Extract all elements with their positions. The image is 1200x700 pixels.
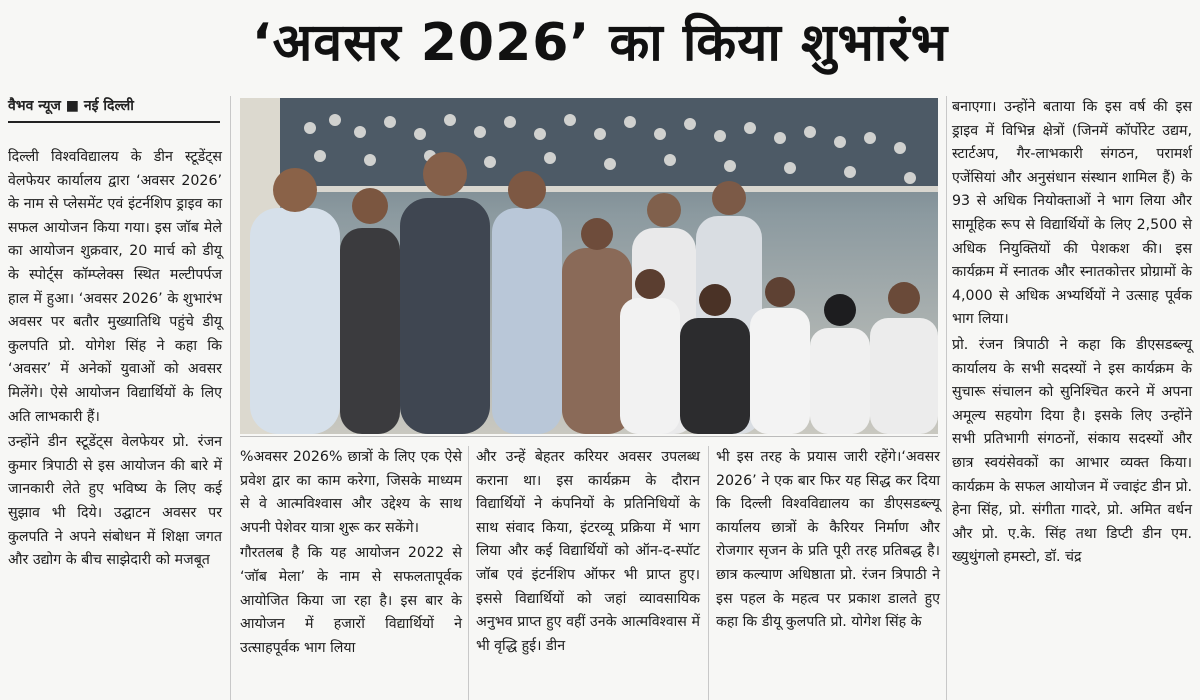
article-column-5 <box>952 96 1192 570</box>
paragraph: और उन्हें बेहतर करियर अवसर उपलब्ध कराना था। इस कार्यक्रम के दौरान विद्यार्थियों ने कंपनियों के प्रतिनिधियों के साथ संवाद किया, इंटरव्यू प्रक्रिया में भाग लिया और कई विद्यार्थियों को ऑन-द-स्पॉट जॉब एवं इंटर्नशिप ऑफर भी प्राप्त हुए। इससे विद्यार्थियों को जहां व्यावसायिक अनुभव प्राप्त हुए वहीं उनके आत्मविश्वास में भी वृद्धि हुई। डीन <box>476 449 700 654</box>
paragraph: भी इस तरह के प्रयास जारी रहेंगे।‘अवसर 2026’ ने एक बार फिर यह सिद्ध कर दिया कि दिल्ली विश्वविद्यालय का डीएसडब्ल्यू कार्यालय छात्रों के कैरियर निर्माण और रोजगार सृजन के प्रति पूरी तरह प्रतिबद्ध है। छात्र कल्याण अधिष्ठाता प्रो. रंजन त्रिपाठी ने इस पहल के महत्व पर प्रकाश डालते हुए कहा कि डीयू कुलपति प्रो. योगेश सिंह के <box>716 449 940 631</box>
dateline-rule <box>8 121 220 123</box>
dateline: वैभव न्यूज ■ नई दिल्ली <box>8 98 134 114</box>
paragraph: उन्होंने डीन स्टूडेंट्स वेलफेयर प्रो. रंजन कुमार त्रिपाठी से इस आयोजन की बारे में जानकारी लेते हुए भविष्य के लिए कई सुझाव भी दिये। उद्घाटन अवसर पर कुलपति ने अपने संबोधन में शिक्षा जगत और उद्योग के बीच साझेदारी को मजबूत <box>8 434 222 569</box>
paragraph: गौरतलब है कि यह आयोजन 2022 से ‘जॉब मेला’ के नाम से सफलतापूर्वक आयोजित किया जा रहा है। इस बार के आयोजन में हजारों विद्यार्थियों ने उत्साहपूर्वक भाग लिया <box>240 545 462 656</box>
article-column-3 <box>476 446 700 658</box>
paragraph: दिल्ली विश्वविद्यालय के डीन स्टूडेंट्स वेलफेयर कार्यालय द्वारा ‘अवसर 2026’ के नाम से प्लेसमेंट एवं इंटर्नशिप ड्राइव का सफल आयोजन किया गया। इस जॉब मेले का आयोजन शुक्रवार, 20 मार्च को डीयू के स्पोर्ट्स कॉम्प्लेक्स स्थित मल्टीपर्पज हाल में हुआ। ‘अवसर 2026’ के शुभारंभ अवसर पर बतौर मुख्यातिथि पहुंचे डीयू कुलपति प्रो. योगेश सिंह ने कहा कि ‘अवसर’ में अनेकों युवाओं को अवसर मिलेंगे। ऐसे आयोजन विद्यार्थियों के लिए अति लाभकारी हैं। <box>8 149 222 425</box>
column-separator <box>946 96 947 700</box>
headline: ‘अवसर 2026’ का किया शुभारंभ <box>251 13 949 73</box>
column-separator <box>468 446 469 700</box>
column-separator <box>708 446 709 700</box>
paragraph: बनाएगा। उन्होंने बताया कि इस वर्ष की इस ड्राइव में विभिन्न क्षेत्रों (जिनमें कॉर्पोरेट उद्यम, स्टार्टअप, गैर-लाभकारी संगठन, परामर्श एजेंसियां और अनुसंधान संस्थान शामिल हैं) के 93 से अधिक नियोक्ताओं ने भाग लिया और सामूहिक रूप से विद्यार्थियों के लिए 2,500 से अधिक नियुक्तियों की पेशकश की। इस कार्यक्रम में स्नातक और स्नातकोत्तर प्रोग्रामों के 4,000 से अधिक अभ्यर्थियों ने उत्साह पूर्वक भाग लिया। <box>952 99 1192 328</box>
article-column-1 <box>8 146 222 573</box>
paragraph: %अवसर 2026% छात्रों के लिए एक ऐसे प्रवेश द्वार का काम करेगा, जिसके माध्यम से वे आत्मविश्वास और उद्देश्य के साथ अपनी पेशेवर यात्रा शुरू कर सकेंगे। <box>240 449 462 536</box>
article-column-2 <box>240 446 462 660</box>
photo-divider <box>240 436 938 437</box>
column-separator <box>230 96 231 700</box>
event-photo <box>240 98 938 434</box>
paragraph: प्रो. रंजन त्रिपाठी ने कहा कि डीएसडब्ल्यू कार्यालय के सभी सदस्यों ने इस कार्यक्रम के सुचारू संचालन को सुनिश्चित करने में अपना अमूल्य सहयोग दिया है। इसके लिए उन्होंने सभी प्रतिभागी संगठनों, संकाय सदस्यों और छात्र स्वयंसेवकों का आभार व्यक्त किया। कार्यक्रम के सफल आयोजन में ज्वाइंट डीन प्रो. हेना सिंह, प्रो. संगीता गादरे, प्रो. अमित वर्धन और प्रो. ए.के. सिंह तथा डिप्टी डीन एम. ख्युथुंगलो हमस्टो, डॉ. चंद्र <box>952 336 1192 566</box>
article-column-4 <box>716 446 940 635</box>
